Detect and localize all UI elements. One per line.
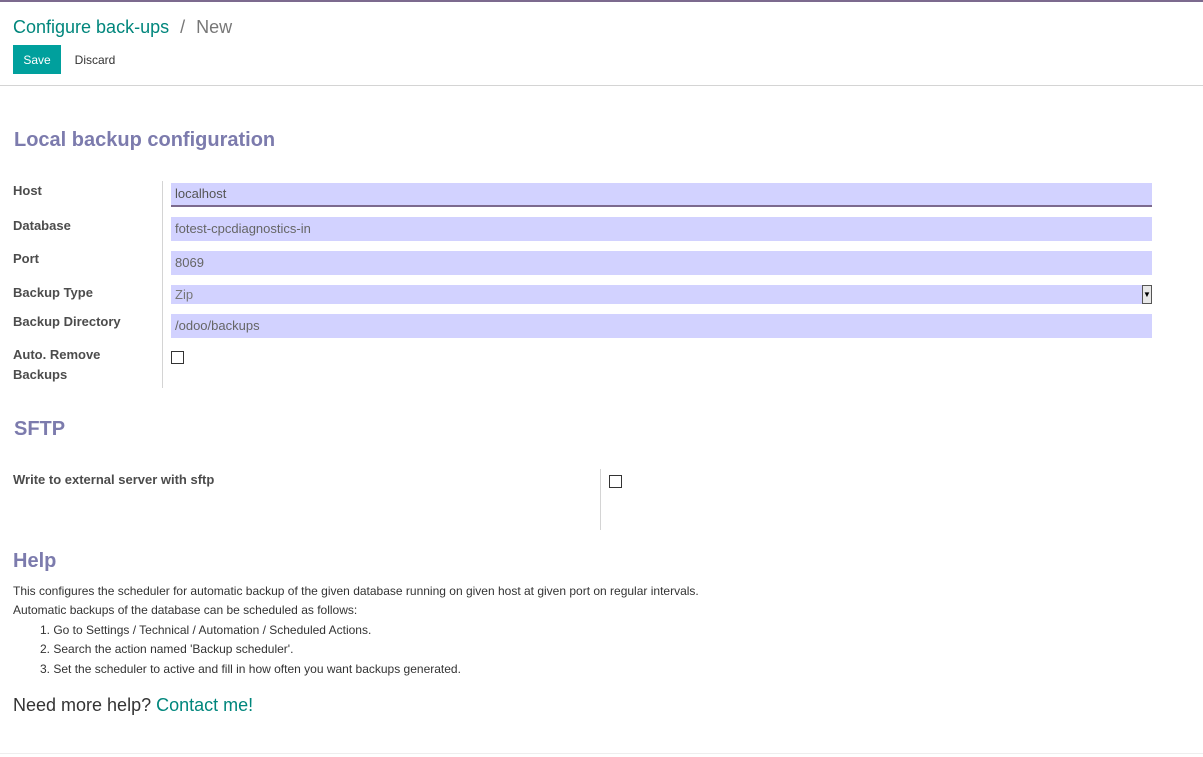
port-label: Port xyxy=(13,251,39,266)
discard-button[interactable]: Discard xyxy=(74,52,116,67)
host-field[interactable] xyxy=(171,183,1152,207)
backup-directory-field[interactable] xyxy=(171,314,1152,338)
sftp-section-title: SFTP xyxy=(14,418,66,440)
help-step-3: 3. Set the scheduler to active and fill in how often you want backups generated. xyxy=(40,662,461,676)
backup-type-label: Backup Type xyxy=(13,285,93,300)
backup-type-select[interactable] xyxy=(171,285,1152,304)
backup-directory-label: Backup Directory xyxy=(13,314,121,329)
sftp-write-label: Write to external server with sftp xyxy=(13,472,215,487)
help-section-title: Help xyxy=(13,550,57,572)
help-line-1: This configures the scheduler for automatic backup of the given database running on given host at given port on regular intervals. xyxy=(13,584,699,598)
auto-remove-label-line2: Backups xyxy=(13,367,68,382)
dropdown-arrow-icon[interactable]: ▼ xyxy=(1142,285,1152,304)
backup-type-value: Zip xyxy=(175,287,194,302)
breadcrumb-separator: / xyxy=(180,17,186,37)
breadcrumb-current: New xyxy=(196,17,233,37)
help-step-2: 2. Search the action named 'Backup scheduler'. xyxy=(40,642,294,656)
save-button[interactable]: Save xyxy=(13,45,61,74)
help-line-2: Automatic backups of the database can be scheduled as follows: xyxy=(13,603,358,617)
auto-remove-checkbox[interactable] xyxy=(171,351,184,364)
breadcrumb-parent-link[interactable]: Configure back-ups xyxy=(13,17,170,37)
database-field[interactable] xyxy=(171,217,1152,241)
database-label: Database xyxy=(13,218,71,233)
bottom-divider xyxy=(0,753,1203,754)
contact-link[interactable]: Contact me! xyxy=(156,695,254,715)
control-panel xyxy=(0,2,1203,86)
sftp-divider xyxy=(600,469,601,530)
local-section-title: Local backup configuration xyxy=(14,129,276,151)
breadcrumb xyxy=(13,16,232,38)
more-help-text xyxy=(13,694,253,716)
host-label: Host xyxy=(13,183,42,198)
more-help-prefix: Need more help? xyxy=(13,695,152,715)
form-divider xyxy=(162,181,163,388)
port-field[interactable] xyxy=(171,251,1152,275)
auto-remove-label: Auto. Remove xyxy=(13,347,101,362)
help-step-1: 1. Go to Settings / Technical / Automation / Scheduled Actions. xyxy=(40,623,372,637)
sftp-write-checkbox[interactable] xyxy=(609,475,622,488)
